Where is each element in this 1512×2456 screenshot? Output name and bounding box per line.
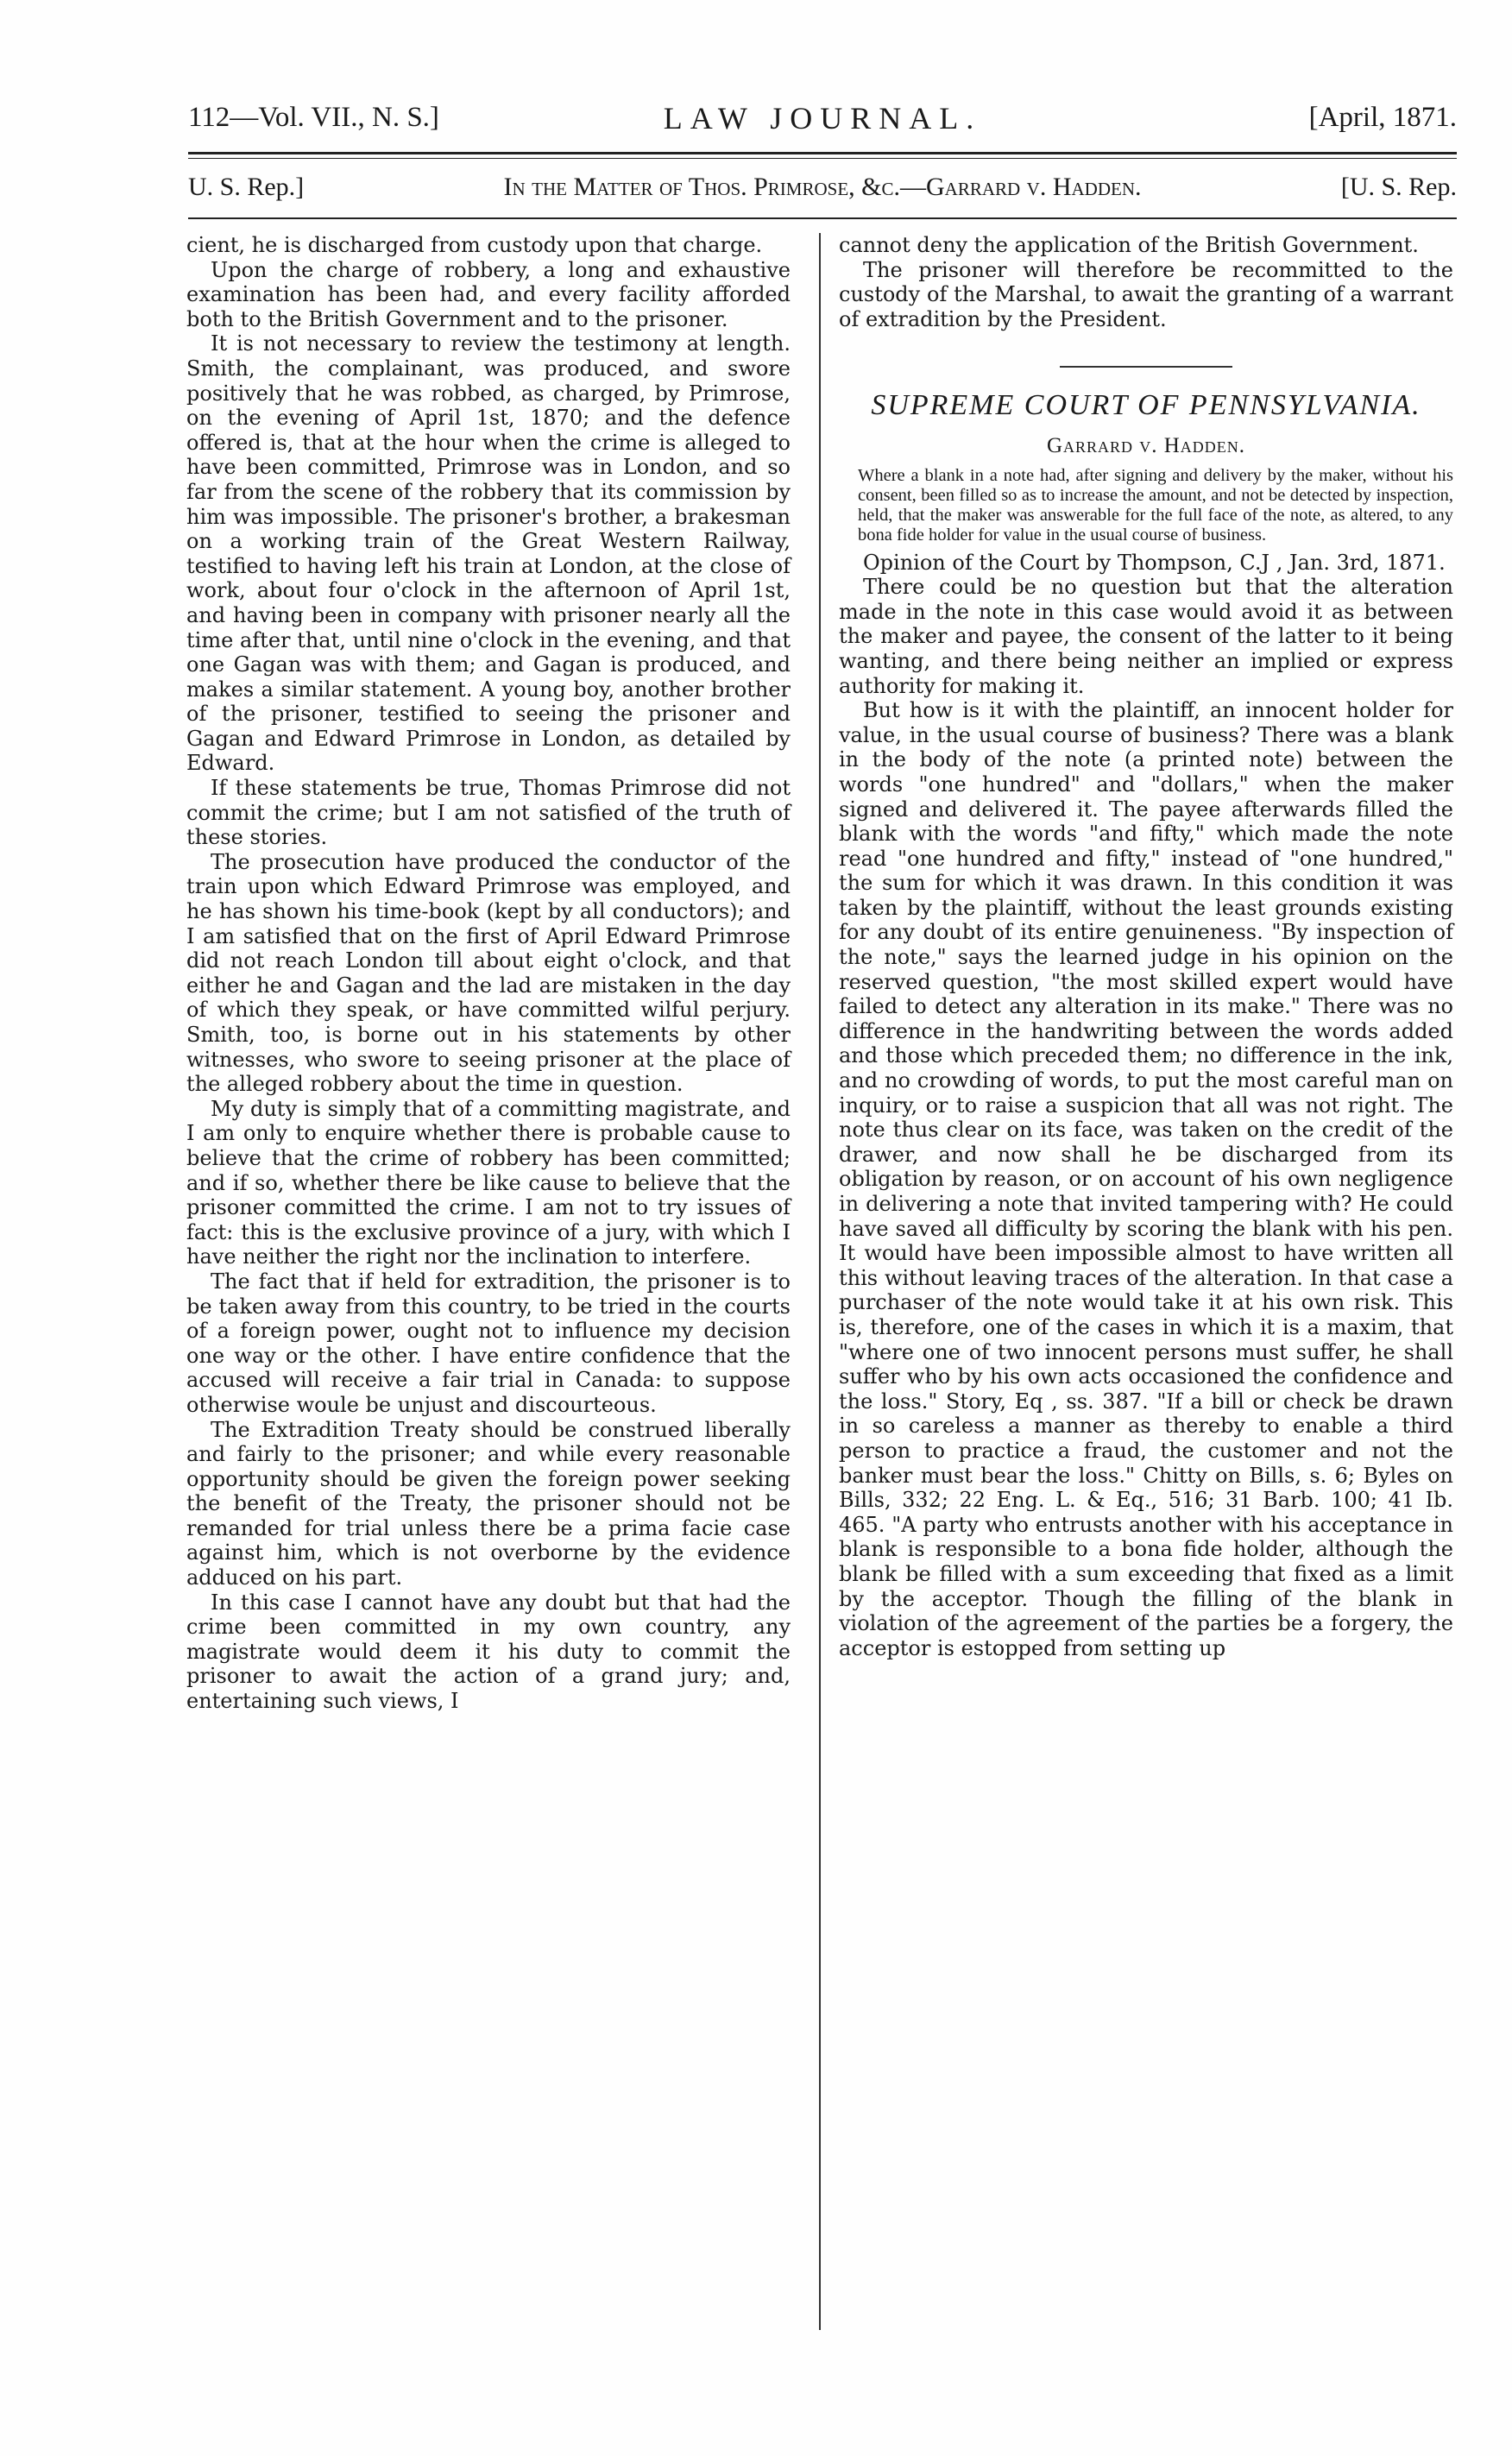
- header-double-rule: [188, 152, 1457, 159]
- paragraph: It is not necessary to review the testimony at length. Smith, the complainant, was produced, and swore positively that he was robbed, as charged, by Primrose, on the evening of April 1st, 1870; and the defence offered is, that at the hour when the crime is alleged to have been committed, Primrose was in London, and so far from the scene of the robbery that its commission by him was impossible. The prisoner's brother, a brakesman on a working train of the Great Western Railway, testified to having left his train at London, at the close of work, about four o'clock in the afternoon of April 1st, and having been in company with prisoner nearly all the time after that, until nine o'clock in the evening, and that one Gagan was with them; and Gagan is produced, and makes a similar statement. A young boy, another brother of the prisoner, testified to seeing the prisoner and Gagan and Edward Primrose in London, as detailed by Edward.: [186, 331, 791, 776]
- court-title: SUPREME COURT OF PENNSYLVANIA.: [871, 389, 1421, 422]
- paragraph: But how is it with the plaintiff, an innocent holder for value, in the usual course of business? There was a blank in the body of the note (a printed note) between the words "one hundred" and "dollars," when the maker signed and delivered it. The payee afterwards filled the blank with the words "and fifty," which made the note read "one hundred and fifty," instead of "one hundred," the sum for which it was drawn. In this condition it was taken by the plaintiff, without the least grounds existing for any doubt of its entire genuineness. "By inspection of the note," says the learned judge in his opinion on the reserved question, "the most skilled expert would have failed to detect any alteration in its make." There was no difference in the handwriting between the words added and those which preceded them; no difference in the ink, and no crowding of words, to put the most careful man on inquiry, or to raise a suspicion that all was not right. The note thus clear on its face, was taken on the credit of the drawer, and now shall he be discharged from its obligation by reason, or on account of his own negligence in delivering a note that invited tampering with? He could have saved all difficulty by scoring the blank with his pen. It would have been impossible almost to have written all this without leaving traces of the alteration. In that case a purchaser of the note would take it at his own risk. This is, therefore, one of the cases in which it is a maxim, that "where one of two innocent persons must suffer, he shall suffer who by his own acts occasioned the confidence and the loss." Story, Eq , ss. 387. "If a bill or check be drawn in so careless a manner as thereby to enable a third person to practice a fraud, the customer and not the banker must bear the loss." Chitty on Bills, s. 6; Byles on Bills, 332; 22 Eng. L. & Eq., 516; 31 Barb. 100; 41 Ib. 465. "A party who entrusts another with his acceptance in blank is responsible to a bona fide holder, although the blank be filled with a sum exceeding that fixed as a limit by the acceptor. Though the filling of the blank in violation of the agreement of the parties be a forgery, the acceptor is estopped from setting up: [839, 698, 1453, 1660]
- report-tag-left: U. S. Rep.]: [188, 173, 305, 201]
- paragraph: There could be no question but that the alteration made in the note in this case would avoid it as between the maker and payee, the consent of the latter to it being wanting, and there being neither an implied or express authority for making it.: [839, 575, 1453, 698]
- journal-title: LAW JOURNAL.: [663, 101, 982, 135]
- paragraph: In this case I cannot have any doubt but that had the crime been committed in my own country, any magistrate would deem it his duty to commit the prisoner to await the action of a grand jury; and, entertaining such views, I: [186, 1590, 791, 1714]
- paragraph: The Extradition Treaty should be construed liberally and fairly to the prisoner; and while every reasonable opportunity should be given the foreign power seeking the benefit of the Treaty, the prisoner should not be remanded for trial unless there be a prima facie case against him, which is not overborne by the evidence adduced on his part.: [186, 1417, 791, 1590]
- right-column: [839, 233, 1453, 1660]
- paragraph: The prosecution have produced the conductor of the train upon which Edward Primrose was employed, and he has shown his time-book (kept by all conductors); and I am satisfied that on the first of April Edward Primrose did not reach London till about eight o'clock, and that either he and Gagan and the lad are mistaken in the day of which they speak, or have committed wilful perjury. Smith, too, is borne out in his statements by other witnesses, who swore to seeing prisoner at the place of the alleged robbery about the time in question.: [186, 849, 791, 1097]
- case-running-title: In the Matter of Thos. Primrose, &c.—Garrard v. Hadden.: [503, 173, 1142, 201]
- paragraph: The fact that if held for extradition, the prisoner is to be taken away from this country, to be tried in the courts of a foreign power, ought not to influence my decision one way or the other. I have entire confidence that the accused will receive a fair trial in Canada: to suppose otherwise woule be unjust and discourteous.: [186, 1269, 791, 1417]
- headnote: Where a blank in a note had, after signing and delivery by the maker, without his consent, been filled so as to increase the amount, and not be detected by inspection, held, that the maker was answerable for the full face of the note, as altered, to any bona fide holder for value in the usual course of business.: [858, 465, 1453, 545]
- issue-date: [April, 1871.: [1308, 102, 1457, 133]
- case-header-rule: [188, 217, 1457, 219]
- case-header: [188, 171, 1457, 209]
- paragraph: Upon the charge of robbery, a long and exhaustive examination has been had, and every facility afforded both to the British Government and to the prisoner.: [186, 257, 791, 331]
- section-divider: [1060, 366, 1232, 368]
- paragraph: cient, he is discharged from custody upon that charge.: [186, 233, 763, 257]
- opinion-attribution: Opinion of the Court by Thompson, C.J , Jan. 3rd, 1871.: [863, 550, 1446, 575]
- column-divider: [819, 233, 821, 2330]
- running-header: [188, 97, 1457, 145]
- paragraph: My duty is simply that of a committing magistrate, and I am only to enquire whether there is probable cause to believe that the crime of robbery has been committed; and if so, whether there be like cause to believe that the prisoner committed the crime. I am not to try issues of fact: this is the exclusive province of a jury, with which I have neither the right nor the inclination to interfere.: [186, 1096, 791, 1269]
- report-tag-right: [U. S. Rep.: [1340, 173, 1457, 201]
- paragraph: The prisoner will therefore be recommitted to the custody of the Marshal, to await the granting of a warrant of extradition by the President.: [839, 257, 1453, 331]
- paragraph: cannot deny the application of the British Government.: [839, 233, 1419, 257]
- paragraph: If these statements be true, Thomas Primrose did not commit the crime; but I am not satisfied of the truth of these stories.: [186, 776, 791, 850]
- volume-reference: 112—Vol. VII., N. S.]: [188, 102, 439, 133]
- left-column: [186, 233, 791, 1714]
- case-title: Garrard v. Hadden.: [1046, 433, 1246, 457]
